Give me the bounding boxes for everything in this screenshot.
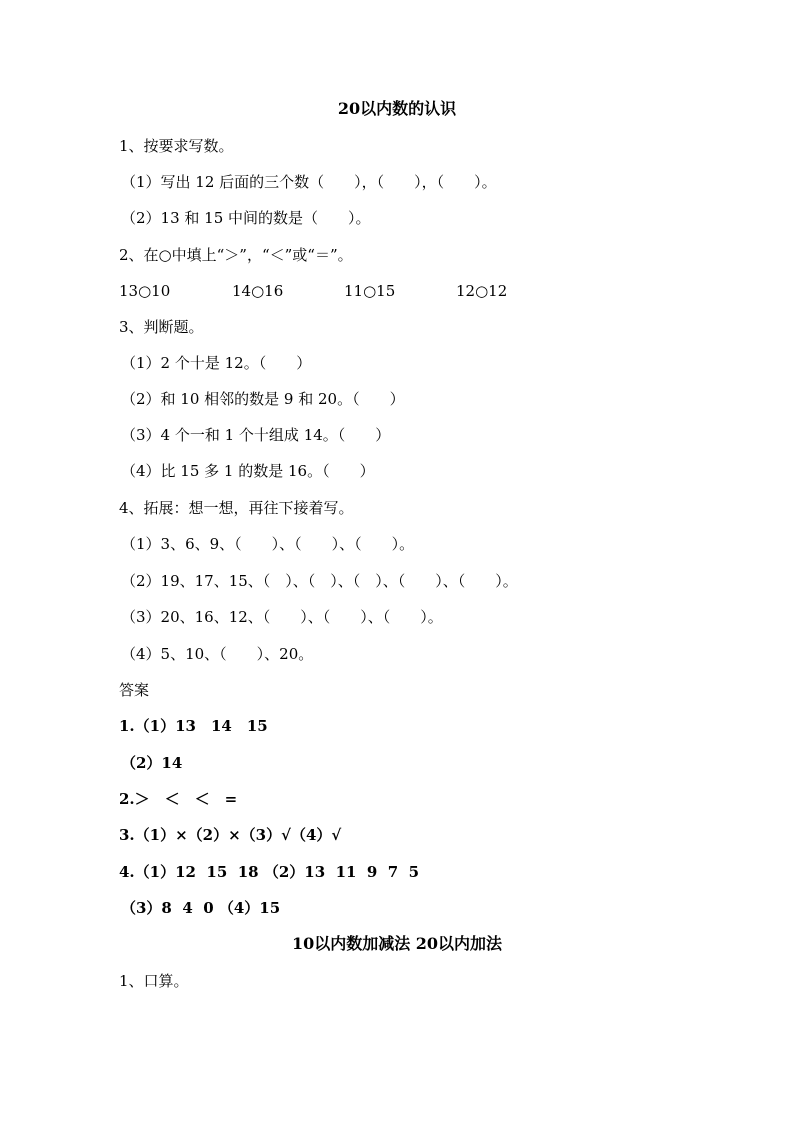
question-3-item-2: （2）和 10 相邻的数是 9 和 20。（ ） [121, 390, 405, 408]
question-2-heading: 2、在○中填上“＞”，“＜”或“＝”。 [119, 246, 353, 264]
answer-line-3: 2.＞ ＜ ＜ = [119, 790, 238, 808]
question-1-item-1: （1）写出 12 后面的三个数（ ），（ ），（ ）。 [121, 173, 497, 191]
question-4-item-3: （3）20、16、12、（ ）、（ ）、（ ）。 [121, 608, 443, 626]
question-1-heading: 1、按要求写数。 [119, 137, 234, 155]
answer-line-5: 4.（1）12 15 18 （2）13 11 9 7 5 [119, 863, 420, 881]
question-4-item-4: （4）5、10、（ ）、20。 [121, 645, 314, 663]
answer-line-2: （2）14 [121, 754, 183, 772]
section-title: 20以内数的认识 [337, 99, 457, 118]
question-3-heading: 3、判断题。 [119, 318, 204, 336]
answer-line-6: （3）8 4 0 （4）15 [121, 899, 281, 917]
question-4-heading: 4、拓展：想一想，再往下接着写。 [119, 499, 354, 517]
question-1-item-2: （2）13 和 15 中间的数是（ ）。 [121, 209, 371, 227]
section-2-title: 10以内数加减法 20以内加法 [291, 934, 503, 953]
question-4-item-1: （1）3、6、9、（ ）、（ ）、（ ）。 [121, 535, 415, 553]
answers-heading: 答案 [119, 681, 150, 699]
question-4-item-2: （2）19、17、15、（ ）、（ ）、（ ）、（ ）、（ ）。 [121, 572, 518, 590]
answer-line-4: 3.（1）×（2）×（3）√（4）√ [119, 826, 342, 844]
comparison-1: 13○10 [119, 282, 171, 300]
question-3-item-1: （1）2 个十是 12。（ ） [121, 354, 312, 372]
question-3-item-4: （4）比 15 多 1 的数是 16。（ ） [121, 462, 375, 480]
question-3-item-3: （3）4 个一和 1 个十组成 14。（ ） [121, 426, 391, 444]
comparison-2: 14○16 [232, 282, 284, 300]
comparison-4: 12○12 [456, 282, 508, 300]
answer-line-1: 1.（1）13 14 15 [119, 717, 268, 735]
section-2-question-1-heading: 1、口算。 [119, 972, 189, 990]
comparison-3: 11○15 [344, 282, 396, 300]
